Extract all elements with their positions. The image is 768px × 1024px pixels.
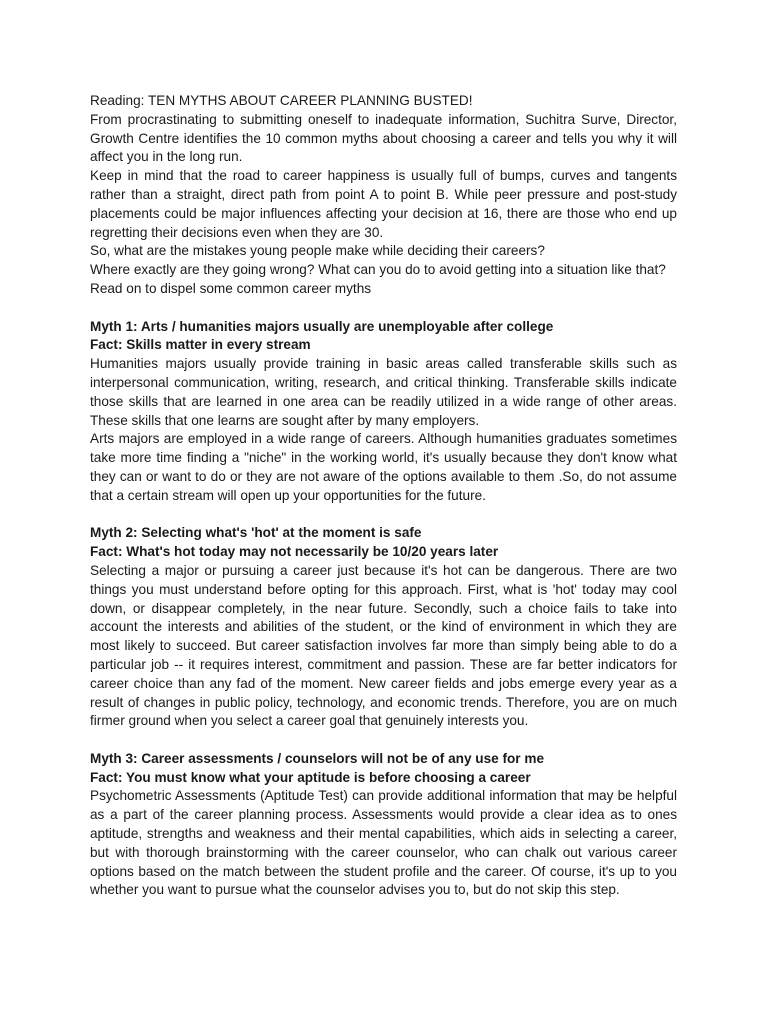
intro-paragraph: From procrastinating to submitting oneself to inadequate information, Suchitra Surve, Director, Growth Centre identifies the 10 common myths about choosing a career and tells you why it will affect you in the long run. (90, 111, 677, 165)
fact-heading: Fact: You must know what your aptitude is before choosing a career (90, 769, 531, 785)
fact-heading: Fact: What's hot today may not necessarily be 10/20 years later (90, 544, 499, 560)
body-paragraph: Psychometric Assessments (Aptitude Test) can provide additional information that may be helpful as a part of the career planning process. Assessments would provide a clear idea as to ones aptitude, strengths and weakness and their mental capabilities, which aids in selecting a career, but with thorough brainstorming with the career counselor, who can chalk out various career options based on the match between the student profile and the career. Of course, it's up to you whether you want to pursue what the counselor advises you to, but do not skip this step. (90, 788, 677, 898)
myth-heading: Myth 2: Selecting what's 'hot' at the moment is safe (90, 525, 422, 541)
document-page (90, 92, 677, 900)
intro-paragraph: So, what are the mistakes young people make while deciding their careers? (90, 243, 545, 259)
myth-heading: Myth 3: Career assessments / counselors will not be of any use for me (90, 750, 545, 766)
body-paragraph: Arts majors are employed in a wide range of careers. Although humanities graduates sometimes take more time finding a "niche" in the working world, it's usually because they don't know what they can or want to do or they are not aware of the options available to them .So, do not assume that a certain stream will open up your opportunities for the future. (90, 431, 677, 503)
body-paragraph: Humanities majors usually provide training in basic areas called transferable skills such as interpersonal communication, writing, research, and critical thinking. Transferable skills indicate those skills that are learned in one area can be readily utilized in a wide range of other areas. These skills that one learns are sought after by many employers. (90, 356, 677, 428)
intro-paragraph: Where exactly are they going wrong? What can you do to avoid getting into a situation like that? Read on to dispel some common career myths (90, 262, 666, 296)
fact-heading: Fact: Skills matter in every stream (90, 337, 311, 353)
body-paragraph: Selecting a major or pursuing a career just because it's hot can be dangerous. There are two things you must understand before opting for this approach. First, what is 'hot' today may cool down, or disappear completely, in the near future. Secondly, such a choice fails to take into account the interests and abilities of the student, or the kind of environment in which they are most likely to succeed. But career satisfaction involves far more than simply being able to do a particular job -- it requires interest, commitment and passion. These are far better indicators for career choice than any fad of the moment. New career fields and jobs emerge every year as a result of changes in public policy, technology, and economic trends. Therefore, you are on much firmer ground when you select a career goal that genuinely interests you. (90, 562, 677, 729)
myth-heading: Myth 1: Arts / humanities majors usually are unemployable after college (90, 318, 554, 334)
document-title: Reading: TEN MYTHS ABOUT CAREER PLANNING BUSTED! (90, 93, 473, 108)
spacer (90, 299, 677, 318)
spacer (90, 506, 677, 525)
intro-paragraph: Keep in mind that the road to career happiness is usually full of bumps, curves and tangents rather than a straight, direct path from point A to point B. While peer pressure and post-study placements could be major influences affecting your decision at 16, there are those who end up regretting their decisions even when they are 30. (90, 168, 677, 240)
spacer (90, 731, 677, 750)
